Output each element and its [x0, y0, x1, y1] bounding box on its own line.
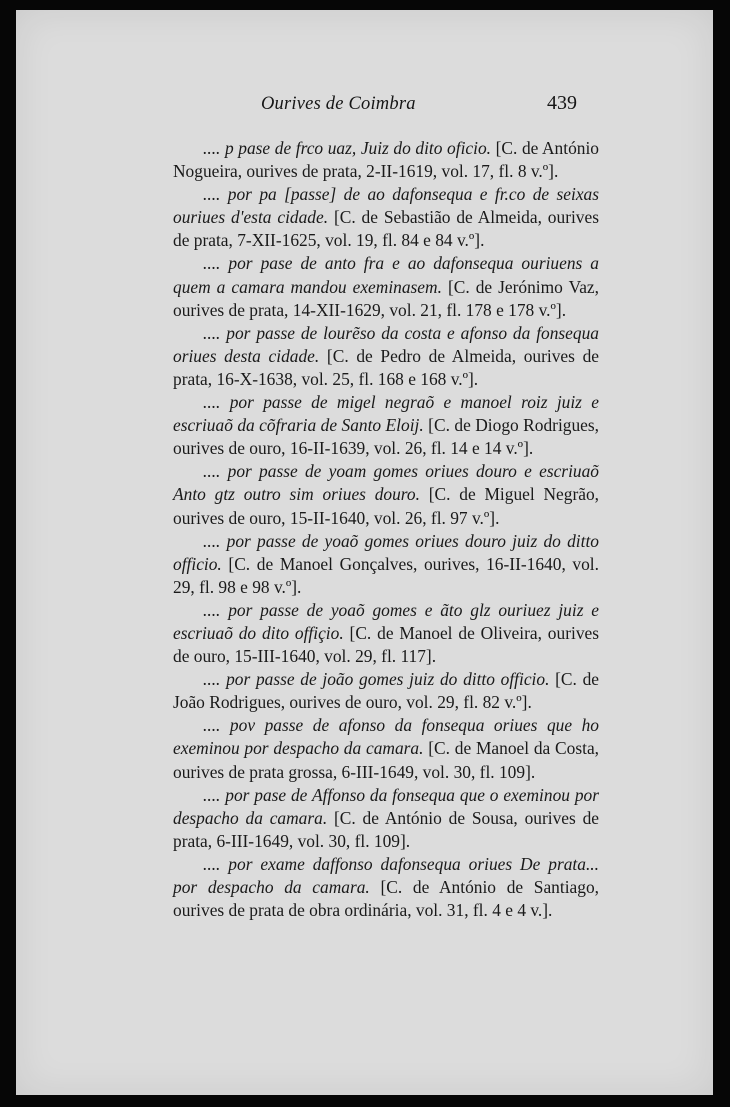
entry-quote: .... por pase de anto fra e ao dafonsequa ouriuens a quem a camara mandou exeminasem. [173, 253, 599, 297]
entry-citation: [C. de Jerónimo Vaz, ourives de prata, 14-XII-1629, vol. 21, fl. 178 e 178 v.º]. [173, 276, 599, 320]
entry-quote: .... por pase de Affonso da fonsequa que o exeminou por despacho da camara. [173, 784, 599, 828]
entry [173, 784, 599, 853]
running-title: Ourives de Coimbra [261, 94, 416, 114]
entry [173, 391, 599, 460]
book-page [16, 10, 713, 1095]
entry-citation: [C. de Diogo Rodrigues, ourives de ouro, 16-II-1639, vol. 26, fl. 14 e 14 v.º]. [173, 415, 600, 459]
entry-citation: [C. de Manoel de Oliveira, ourives de ouro, 15-III-1640, vol. 29, fl. 117]. [173, 622, 600, 667]
entry-quote: .... p pase de frco uaz, Juiz do dito oficio. [203, 138, 492, 158]
entry-quote: .... por pa [passe] de ao dafonsequa e fr.co de seixas ouriues d'esta cidade. [173, 184, 599, 228]
entry [173, 530, 599, 599]
entry [173, 183, 599, 252]
entry-quote: .... por passe de lourẽso da costa e afonso da fonsequa oriues desta cidade. [173, 322, 599, 366]
entry [173, 252, 599, 321]
entry-citation: [C. de Manoel Gonçalves, ourives, 16-II-1640, vol. 29, fl. 98 e 98 v.º]. [173, 553, 599, 597]
entry-quote: .... por passe de joão gomes juiz do ditto officio. [203, 669, 550, 690]
entry-quote: .... por exame daffonso dafonsequa oriues De prata... por despacho da camara. [173, 853, 599, 897]
page-number: 439 [547, 92, 577, 114]
entry [173, 322, 599, 391]
entry-citation: [C. de Manoel da Costa, ourives de prata grossa, 6-III-1649, vol. 30, fl. 109]. [173, 738, 600, 782]
entry-citation: [C. de António de Sousa, ourives de prata, 6-III-1649, vol. 30, fl. 109]. [173, 807, 599, 851]
entry-quote: .... por passe de yoaõ gomes e ãto glz ouriuez juiz e escriuaõ do dito offiçio. [173, 599, 599, 643]
entry [173, 137, 599, 183]
entry-citation: [C. de António Nogueira, ourives de prata, 2-II-1619, vol. 17, fl. 8 v.º]. [173, 138, 599, 182]
entry [173, 668, 599, 714]
entry-quote: .... pov passe de afonso da fonsequa oriues que ho exeminou por despacho da camara. [173, 715, 599, 759]
entry [173, 714, 599, 783]
entry-citation: [C. de Pedro de Almeida, ourives de prata, 16-X-1638, vol. 25, fl. 168 e 168 v.º]. [173, 345, 599, 389]
text-block [173, 137, 599, 922]
entry-quote: .... por passe de yoam gomes oriues douro e escriuaõ Anto gtz outro sim oriues douro. [173, 461, 599, 505]
page-header [16, 94, 713, 124]
entry-citation: [C. de António de Santiago, ourives de prata de obra ordinária, vol. 31, fl. 4 e 4 v.]. [173, 877, 599, 921]
entry-quote: .... por passe de migel negraõ e manoel roiz juiz e escriuaõ da cõfraria de Santo Eloij. [173, 392, 599, 436]
entry [173, 599, 599, 668]
entry-citation: [C. de João Rodrigues, ourives de ouro, vol. 29, fl. 82 v.º]. [173, 669, 599, 713]
entry [173, 460, 599, 529]
entry-quote: .... por passe de yoaõ gomes oriues douro juiz do ditto officio. [173, 530, 599, 574]
entry [173, 853, 599, 922]
entry-citation: [C. de Miguel Negrão, ourives de ouro, 15-II-1640, vol. 26, fl. 97 v.º]. [173, 484, 599, 528]
entry-citation: [C. de Sebastião de Almeida, ourives de prata, 7-XII-1625, vol. 19, fl. 84 e 84 v.º]. [173, 207, 599, 251]
